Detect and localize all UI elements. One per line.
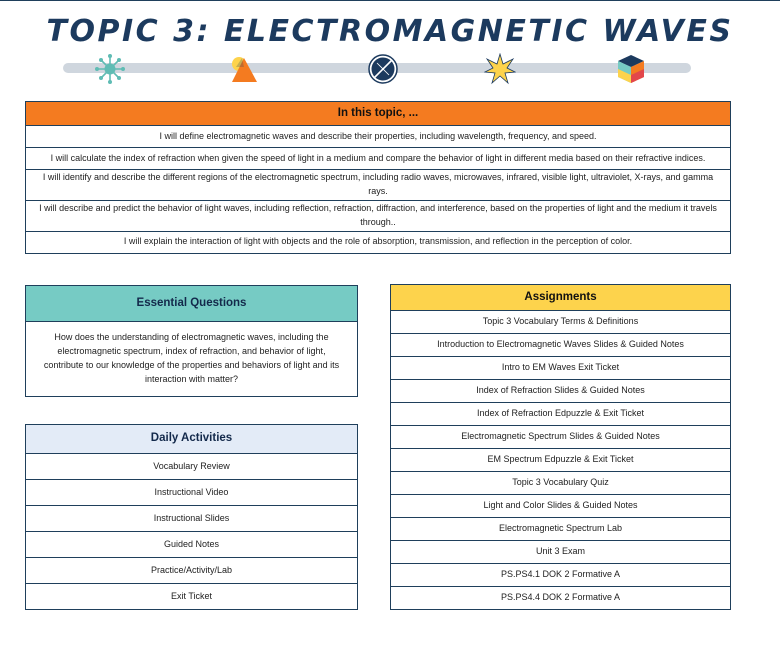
daily-activity-item: Instructional Slides bbox=[26, 506, 358, 532]
daily-activities-header: Daily Activities bbox=[26, 425, 358, 454]
assignment-item: Topic 3 Vocabulary Terms & Definitions bbox=[391, 311, 731, 334]
assignment-item: Index of Refraction Edpuzzle & Exit Ticket bbox=[391, 403, 731, 426]
topic-objectives-table bbox=[25, 101, 731, 254]
assignment-item: Electromagnetic Spectrum Slides & Guided Notes bbox=[391, 426, 731, 449]
compass-icon bbox=[367, 53, 399, 85]
top-rule bbox=[0, 0, 780, 1]
topic-objective: I will explain the interaction of light with objects and the role of absorption, transmission, and reflection in the perception of color. bbox=[26, 231, 731, 253]
geometric-shapes-icon bbox=[228, 53, 260, 85]
topic-header: In this topic, ... bbox=[26, 102, 731, 126]
assignment-item: Electromagnetic Spectrum Lab bbox=[391, 518, 731, 541]
color-cube-icon bbox=[615, 53, 647, 85]
atom-icon bbox=[94, 53, 126, 85]
daily-activity-item: Practice/Activity/Lab bbox=[26, 558, 358, 584]
assignment-item: EM Spectrum Edpuzzle & Exit Ticket bbox=[391, 449, 731, 472]
daily-activity-item: Exit Ticket bbox=[26, 584, 358, 610]
assignment-item: Light and Color Slides & Guided Notes bbox=[391, 495, 731, 518]
topic-objective: I will identify and describe the different regions of the electromagnetic spectrum, including radio waves, microwaves, infrared, visible light, ultraviolet, X-rays, and gamma rays. bbox=[26, 170, 731, 201]
burst-star-icon bbox=[484, 53, 516, 85]
essential-questions-table bbox=[25, 285, 358, 397]
assignment-item: Introduction to Electromagnetic Waves Slides & Guided Notes bbox=[391, 334, 731, 357]
topic-objective: I will define electromagnetic waves and describe their properties, including wavelength, frequency, and speed. bbox=[26, 126, 731, 148]
assignments-table bbox=[390, 284, 731, 610]
assignment-item: PS.PS4.1 DOK 2 Formative A bbox=[391, 564, 731, 587]
essential-question: How does the understanding of electromagnetic waves, including the electromagnetic spectrum, index of refraction, and behavior of light, contribute to our knowledge of the properties and behaviors of light and its interaction with matter? bbox=[26, 322, 358, 397]
assignments-header: Assignments bbox=[391, 285, 731, 311]
assignment-item: Intro to EM Waves Exit Ticket bbox=[391, 357, 731, 380]
assignment-item: Index of Refraction Slides & Guided Notes bbox=[391, 380, 731, 403]
assignment-item: Unit 3 Exam bbox=[391, 541, 731, 564]
daily-activities-table bbox=[25, 424, 358, 610]
daily-activity-item: Guided Notes bbox=[26, 532, 358, 558]
essential-questions-header: Essential Questions bbox=[26, 286, 358, 322]
assignment-item: PS.PS4.4 DOK 2 Formative A bbox=[391, 587, 731, 610]
page-title: TOPIC 3: ELECTROMAGNETIC WAVES bbox=[46, 14, 734, 49]
daily-activity-item: Vocabulary Review bbox=[26, 454, 358, 480]
topic-objective: I will calculate the index of refraction when given the speed of light in a medium and compare the behavior of light in different media based on their refractive indices. bbox=[26, 148, 731, 170]
daily-activity-item: Instructional Video bbox=[26, 480, 358, 506]
topic-objective: I will describe and predict the behavior of light waves, including reflection, refraction, diffraction, and interference, based on the properties of light and the medium it travels through.. bbox=[26, 200, 731, 231]
assignment-item: Topic 3 Vocabulary Quiz bbox=[391, 472, 731, 495]
